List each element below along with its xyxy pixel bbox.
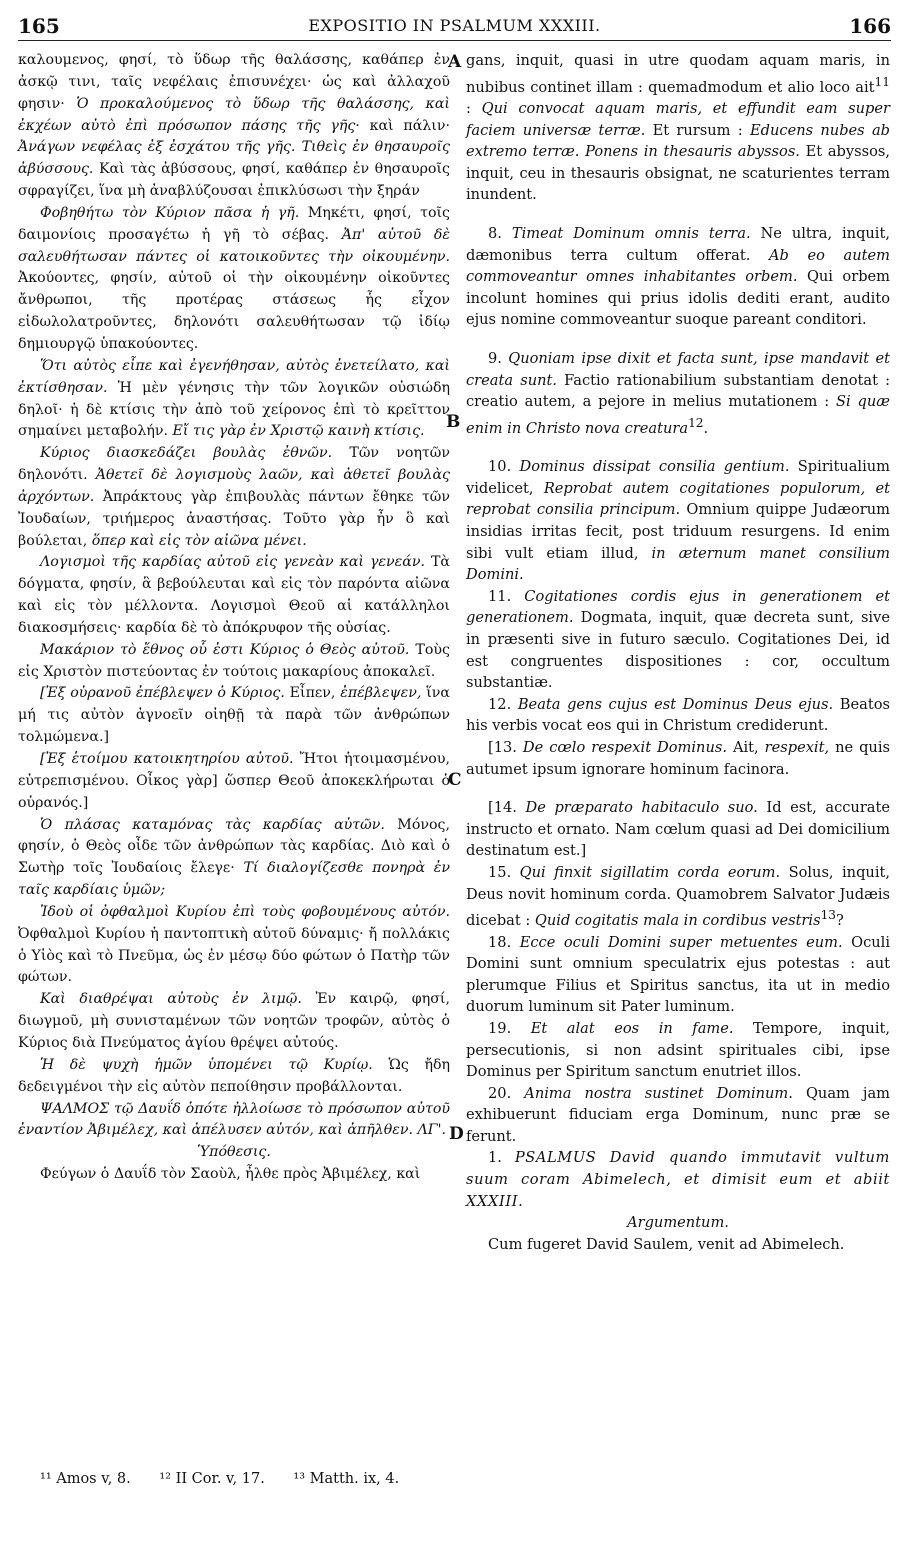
latin-paragraph: 18. Ecce oculi Domini super metuentes eum. Oculi Domini sunt omnium speculatrix ejus potestas : aut plerumque Filius et Spiritus sanctus, ita ut in medio duorum luminum sit Pater luminum.	[466, 933, 890, 1016]
greek-paragraph: Ἰδοὺ οἱ ὀφθαλμοὶ Κυρίου ἐπὶ τοὺς φοβουμένους αὐτόν. Ὀφθαλμοὶ Κυρίου ἡ παντοπτικὴ αὐτοῦ δύναμις· ἤ πολλάκις ὁ Υἱὸς καὶ τὸ Πνεῦμα, ὡς ἐν μέσῳ δύο φώτων ὁ Πατὴρ τῶν φώτων.	[18, 903, 450, 986]
latin-column	[466, 50, 890, 1255]
latin-paragraph: [13. De cœlo respexit Dominus. Ait, respexit, ne quis autumet ipsum ignorare hominum facinora.	[466, 738, 890, 778]
greek-column	[18, 50, 450, 1186]
greek-paragraph: Ἡ δὲ ψυχὴ ἡμῶν ὑπομένει τῷ Κυρίῳ. Ὡς ἤδη δεδειγμένοι τὴν εἰς αὐτὸν πεποίθησιν προβάλλονται.	[18, 1056, 450, 1095]
latin-paragraph: [14. De præparato habitaculo suo. Id est, accurate instructo et ornato. Nam cœlum quasi ad Dei domicilium destinatum est.]	[466, 799, 890, 860]
page-number-left: 165	[18, 14, 60, 38]
greek-psalm-title: ΨΑΛΜΟΣ τῷ Δαυΐδ ὁπότε ἠλλοίωσε τὸ πρόσωπον αὐτοῦ ἐναντίον Ἀβιμέλεχ, καὶ ἀπέλυσεν αὐτόν, καὶ ἀπῆλθεν. ΛΓ'.	[18, 1100, 450, 1139]
latin-paragraph: 9. Quoniam ipse dixit et facta sunt, ipse mandavit et creata sunt. Factio rationabilium substantiam denotat : creatio autem, a pejore in melius mutationem : Si quæ enim in Christo nova creatura$^{12}$.	[466, 349, 891, 437]
page-number-right: 166	[849, 14, 891, 38]
footnotes	[40, 1471, 423, 1487]
latin-paragraph: 20. Anima nostra sustinet Dominum. Quam jam exhibuerunt fiduciam erga Dominum, nunc præ se ferunt.	[466, 1084, 890, 1145]
margin-marker-a: A	[448, 52, 462, 72]
greek-paragraph: Μακάριον τὸ ἔθνος οὗ ἐστι Κύριος ὁ Θεὸς αὐτοῦ. Τοὺς εἰς Χριστὸν πιστεύοντας ἐν τούτοις μακαρίους ἀποκαλεῖ.	[18, 641, 450, 680]
latin-paragraph: gans, inquit, quasi in utre quodam aquam maris, in nubibus continet illam : quemadmodum et alio loco ait$^{11}$ : Qui convocat aquam maris, et effundit eam super faciem universæ terræ. Et rursum : Educens nubes ab extremo terræ. Ponens in thesauris abyssos. Et abyssos, inquit, ceu in thesauris obsignat, ne scaturientes terram inundent.	[466, 52, 891, 204]
greek-paragraph: [Ἐξ ἑτοίμου κατοικητηρίου αὐτοῦ. Ἤτοι ἡτοιμασμένου, εὐτρεπισμένου. Οἶκος γὰρ] ὥσπερ Θεοῦ ἀποκεκλήρωται ὁ οὐρανός.]	[18, 751, 450, 811]
margin-marker-c: C	[448, 770, 462, 790]
greek-paragraph: Φοβηθήτω τὸν Κύριον πᾶσα ἡ γῆ. Μηκέτι, φησί, τοῖς δαιμονίοις προσαγέτω ἡ γῆ τὸ σέβας. Ἀπ' αὐτοῦ δὲ σαλευθήτωσαν πάντες οἱ κατοικοῦντες τὴν οἰκουμένην. Ἀκούοντες, φησίν, αὐτοῦ οἱ τὴν οἰκουμένην οἰκοῦντες ἄνθρωποι, τῆς προτέρας στάσεως ἧς εἶχον εἰδωλολατροῦντες, δηλονότι σαλευθήτωσαν τῷ ἰδίῳ δημιουργῷ ὑπακούοντες.	[18, 204, 450, 352]
latin-paragraph: 15. Qui finxit sigillatim corda eorum. Solus, inquit, Deus novit hominum corda. Quamobrem Salvator Judæis dicebat : Quid cogitatis mala in cordibus vestris$^{13}$?	[466, 863, 890, 929]
latin-psalm-title: 1. PSALMUS David quando immutavit vultum suum coram Abimelech, et dimisit eum et abiit XXXIII.	[466, 1149, 890, 1210]
greek-hypothesis-heading: Ὑπόθεσις.	[197, 1144, 271, 1161]
footnote: ¹¹ Amos v, 8.	[40, 1471, 131, 1487]
latin-paragraph: 10. Dominus dissipat consilia gentium. Spiritualium videlicet, Reprobat autem cogitationes populorum, et reprobat consilia principum. Omnium quippe Judæorum insidias irritas fecit, post triduum resurgens. Id enim sibi vult etiam illud, in æternum manet consilium Domini.	[466, 458, 890, 584]
greek-paragraph: Καὶ διαθρέψαι αὐτοὺς ἐν λιμῷ. Ἐν καιρῷ, φησί, διωγμοῦ, μὴ συνισταμένων τῶν νοητῶν τροφῶν, αὐτὸς ὁ Κύριος διὰ Πνεύματος ἁγίου θρέψει αὐτούς.	[18, 991, 450, 1051]
greek-paragraph: Ὁ πλάσας καταμόνας τὰς καρδίας αὐτῶν. Μόνος, φησίν, ὁ Θεὸς οἶδε τῶν ἀνθρώπων τὰς καρδίας. Διὸ καὶ ὁ Σωτὴρ τοῖς Ἰουδαίοις ἔλεγε· Τί διαλογίζεσθε πονηρὰ ἐν ταῖς καρδίαις ὑμῶν;	[18, 816, 451, 899]
footnote: ¹³ Matth. ix, 4.	[293, 1471, 400, 1487]
greek-paragraph: Ὅτι αὐτὸς εἶπε καὶ ἐγενήθησαν, αὐτὸς ἐνετείλατο, καὶ ἐκτίσθησαν. Ἡ μὲν γένησις τὴν τῶν λογικῶν οὐσιώδη δηλοῖ· ἡ δὲ κτίσις τὴν ἀπὸ τοῦ χείρονος ἐπὶ τὸ κρεῖττον σημαίνει μεταβολήν. Εἴ τις γὰρ ἐν Χριστῷ καινὴ κτίσις.	[18, 357, 450, 440]
greek-paragraph: [Ἐξ οὐρανοῦ ἐπέβλεψεν ὁ Κύριος. Εἶπεν, ἐπέβλεψεν, ἵνα μή τις αὐτὸν ἀγνοεῖν οἰηθῇ τὰ παρὰ τῶν ἀνθρώπων τολμώμενα.]	[18, 685, 450, 746]
footnote: ¹² II Cor. v, 17.	[159, 1471, 265, 1487]
greek-paragraph: Κύριος διασκεδάζει βουλὰς ἐθνῶν. Τῶν νοητῶν δηλονότι. Ἀθετεῖ δὲ λογισμοὺς λαῶν, καὶ ἀθετεῖ βουλὰς ἀρχόντων. Ἀπράκτους γὰρ ἐπιβουλὰς πάντων ἔθηκε τῶν Ἰουδαίων, τριήμερος ἀναστήσας. Τοῦτο γὰρ ἦν ὃ καὶ βούλεται, ὅπερ καὶ εἰς τὸν αἰῶνα μένει.	[18, 445, 450, 549]
latin-paragraph: 12. Beata gens cujus est Dominus Deus ejus. Beatos his verbis vocat eos qui in Christum crediderunt.	[466, 695, 891, 735]
latin-paragraph: 11. Cogitationes cordis ejus in generationem et generationem. Dogmata, inquit, quæ decreta sunt, sive in præsenti sive in futuro sæculo. Cogitationes Dei, id est congruentes dispositiones : cor, occultum substantiæ.	[466, 587, 890, 692]
margin-marker-d: D	[449, 1124, 464, 1144]
latin-paragraph: 19. Et alat eos in fame. Tempore, inquit, persecutionis, si non adsint spirituales cibi, ipse Dominus per Spiritum sanctum enutriet illos.	[466, 1019, 891, 1081]
greek-paragraph: Φεύγων ὁ Δαυΐδ τὸν Σαοὺλ, ἦλθε πρὸς Ἀβιμέλεχ, καὶ	[40, 1166, 421, 1183]
latin-paragraph: Cum fugeret David Saulem, venit ad Abimelech.	[488, 1235, 845, 1253]
page-header	[18, 14, 891, 41]
latin-argument-heading: Argumentum.	[627, 1214, 729, 1232]
running-title: EXPOSITIO IN PSALMUM XXXIII.	[308, 16, 601, 35]
greek-paragraph: καλουμενος, φησί, τὸ ὕδωρ τῆς θαλάσσης, καθάπερ ἐν ἀσκῷ τινι, ταῖς νεφέλαις ἐπισυνέχει· ὡς καὶ ἀλλαχοῦ φησιν· Ὁ προκαλούμενος τὸ ὕδωρ τῆς θαλάσσης, καὶ ἐκχέων αὐτὸ ἐπὶ πρόσωπον πάσης τῆς γῆς· καὶ πάλιν· Ἀνάγων νεφέλας ἐξ ἐσχάτου τῆς γῆς. Τιθεὶς ἐν θησαυροῖς ἀβύσσους. Καὶ τὰς ἀβύσσους, φησί, καθάπερ ἐν θησαυροῖς σφραγίζει, ἵνα μὴ ἀναβλύζουσαι ἐπικλύσωσι τὴν ξηράν	[18, 52, 450, 200]
greek-paragraph: Λογισμοὶ τῆς καρδίας αὐτοῦ εἰς γενεὰν καὶ γενεάν. Τὰ δόγματα, φησίν, ἃ βεβούλευται καὶ εἰς τὸν παρόντα αἰῶνα καὶ εἰς τὸν μέλλοντα. Λογισμοὶ Θεοῦ αἱ κατάλληλοι διακοσμήσεις· καρδία δὲ τὸ ἀπόκρυφον τῆς οὐσίας.	[18, 554, 450, 636]
latin-paragraph: 8. Timeat Dominum omnis terra. Ne ultra, inquit, dæmonibus terra cultum offerat. Ab eo autem commoveantur omnes inhabitantes orbem. Qui orbem incolunt homines qui prius idolis dediti erant, audito ejus nomine commoveantur suoque pareant conditori.	[466, 225, 891, 329]
margin-marker-b: B	[446, 412, 461, 432]
